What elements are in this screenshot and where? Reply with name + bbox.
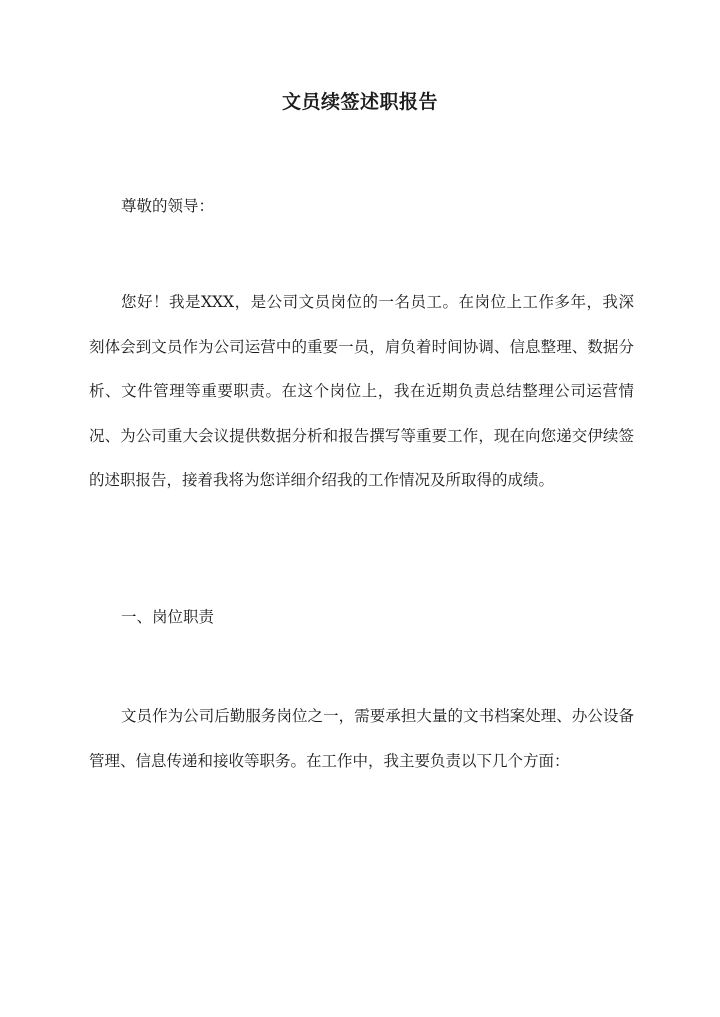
intro-paragraph: 您好！我是XXX，是公司文员岗位的一名员工。在岗位上工作多年，我深刻体会到文员作为公司运营中的重要一员，肩负着时间协调、信息整理、数据分析、文件管理等重要职责。在这个岗位上，我在近期负责总结整理公司运营情况、为公司重大会议提供数据分析和报告撰写等重要工作，现在向您递交伊续签的述职报告，接着我将为您详细介绍我的工作情况及所取得的成绩。 <box>89 293 634 489</box>
section-heading-job-duties: 一、岗位职责 <box>121 608 215 626</box>
document-title: 文员续签述职报告 <box>281 91 438 113</box>
salutation: 尊敬的领导： <box>121 197 215 215</box>
duties-paragraph: 文员作为公司后勤服务岗位之一，需要承担大量的文书档案处理、办公设备管理、信息传递和接收等职务。在工作中，我主要负责以下几个方面： <box>89 707 634 770</box>
